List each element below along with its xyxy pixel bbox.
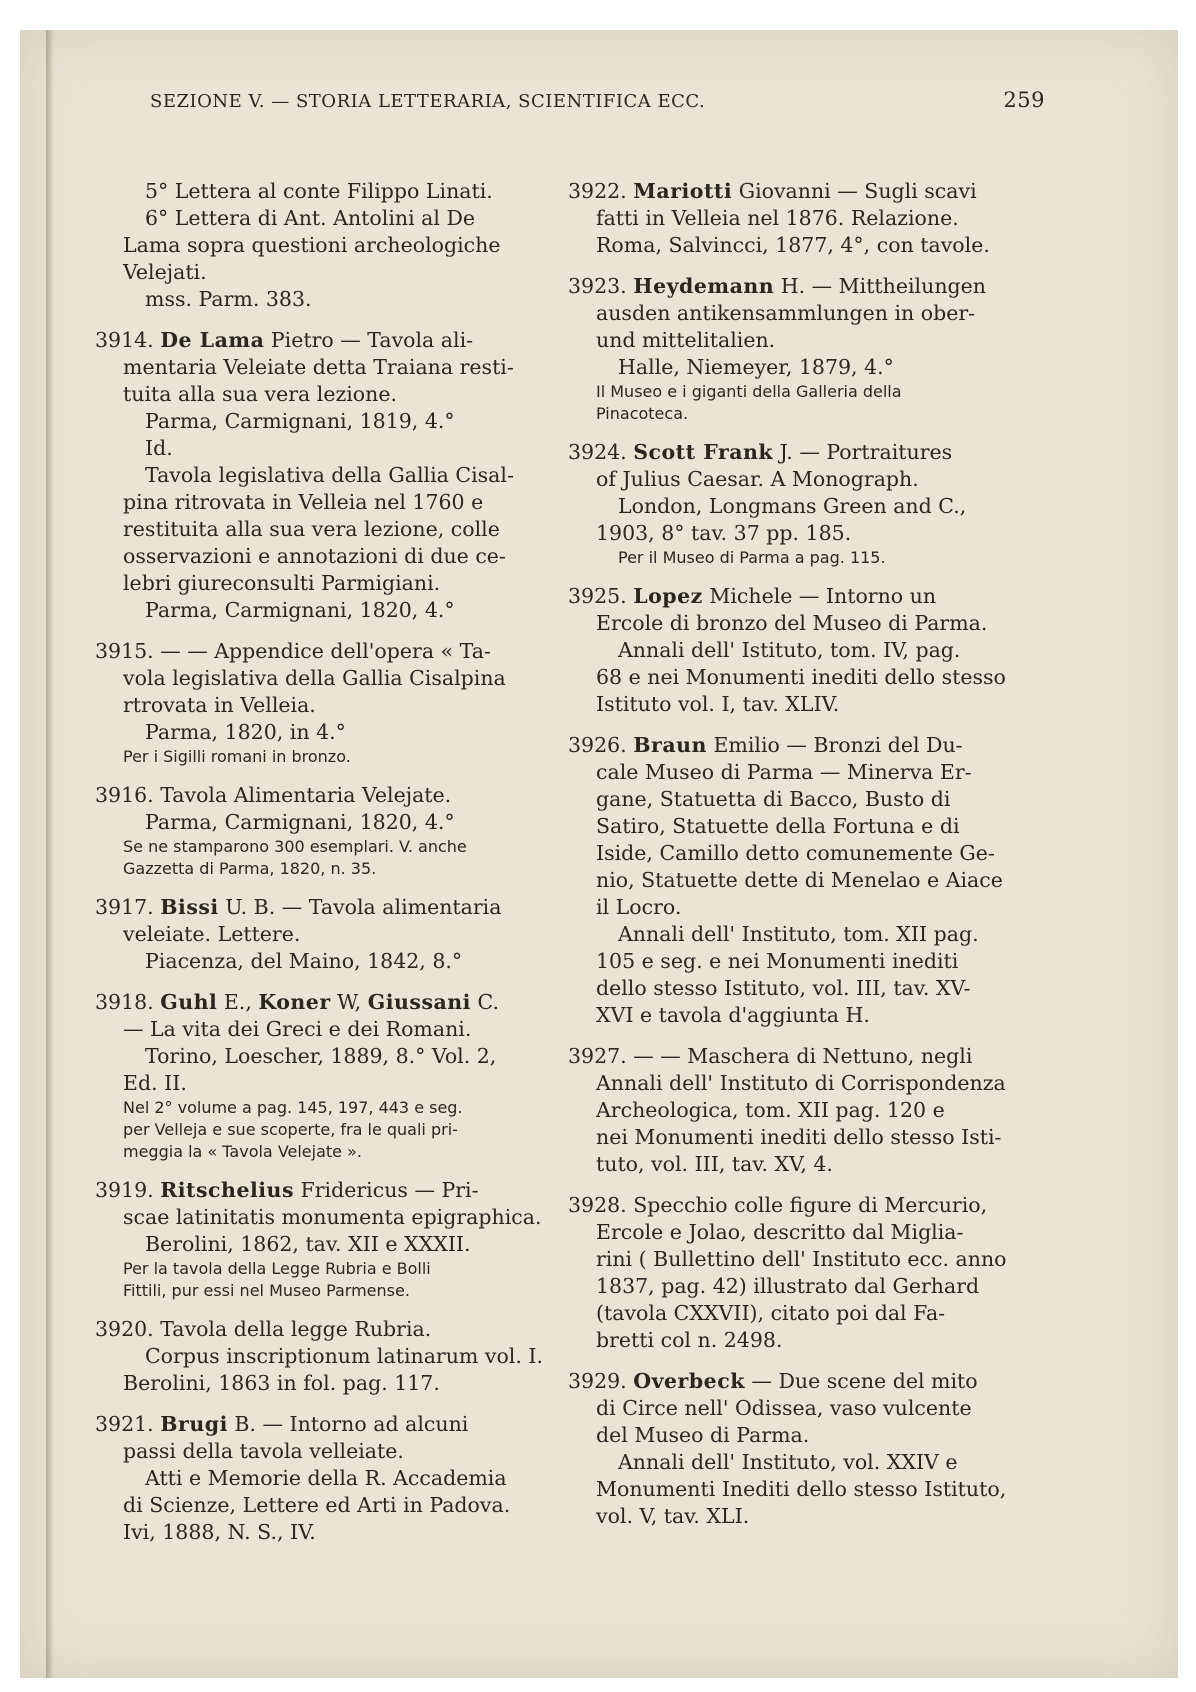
entry-line: Piacenza, del Maino, 1842, 8.° [145,949,463,973]
entry-line: Annali dell' Istituto, tom. IV, pag. [618,638,961,662]
right-column [568,178,1024,1544]
entry-line: 105 e seg. e nei Monumenti inediti [596,949,959,973]
entry-line: veleiate. Lettere. [123,922,301,946]
entry-3918 [95,989,551,1163]
entry-note: Nel 2° volume a pag. 145, 197, 443 e seg. [123,1098,463,1117]
entry-note: per Velleja e sue scoperte, fra le quali pri- [123,1120,458,1139]
entry-author: Braun [633,733,707,757]
entry-line: Istituto vol. I, tav. XLIV. [596,692,840,716]
entry-line: Halle, Niemeyer, 1879, 4.° [618,355,894,379]
entry-line: und mittelitalien. [596,328,776,352]
entry-heading [568,1368,1024,1395]
entry-heading [95,327,551,354]
entry-author: Overbeck [633,1369,745,1393]
entry-text: U. B. — Tavola alimentaria [218,895,502,919]
entry-line: Berolini, 1862, tav. XII e XXXII. [145,1232,471,1256]
entry-line: pina ritrovata in Velleia nel 1760 e [123,490,484,514]
entry-line: Roma, Salvincci, 1877, 4°, con tavole. [596,233,990,257]
entry-text: B. — Intorno ad alcuni [227,1412,469,1436]
entry-number: 3924. [568,440,627,464]
entry-number: 3915. [95,639,154,663]
entry-line: dello stesso Istituto, vol. III, tav. XV- [596,976,971,1000]
entry-line: — La vita dei Greci e dei Romani. [123,1017,472,1041]
entry-number: 3928. [568,1193,627,1217]
entry-number: 3922. [568,179,627,203]
entry-line: del Museo di Parma. [596,1423,810,1447]
entry-number: 3926. [568,733,627,757]
entry-line: rtrovata in Velleia. [123,693,316,717]
entry-3926 [568,732,1024,1029]
entry-author: Ritschelius [160,1178,295,1202]
entry-heading [95,989,551,1016]
entry-note: Pinacoteca. [596,404,689,423]
entry-line: il Locro. [596,895,682,919]
entry-line: Ercole di bronzo del Museo di Parma. [596,611,988,635]
entry-line: 68 e nei Monumenti inediti dello stesso [596,665,1006,689]
entry-line: Annali dell' Instituto, vol. XXIV e [618,1450,958,1474]
entry-line: Archeologica, tom. XII pag. 120 e [596,1098,945,1122]
entry-text: E., [217,990,259,1014]
entry-line: Atti e Memorie della R. Accademia [145,1466,507,1490]
entry-text: Fridericus — Pri- [294,1178,479,1202]
entry-line: XVI e tavola d'aggiunta H. [596,1003,870,1027]
entry-text: Specchio colle figure di Mercurio, [626,1193,988,1217]
entry-heading [95,1316,551,1343]
entry-author: Giussani [367,990,471,1014]
entry-author: Koner [258,990,331,1014]
entry-line: vol. V, tav. XLI. [596,1504,750,1528]
entry-line: Ed. II. [123,1071,187,1095]
entry-line: Parma, Carmignani, 1820, 4.° [145,598,455,622]
left-column [95,178,551,1560]
entry-line: tuto, vol. III, tav. XV, 4. [596,1152,833,1176]
entry-text: Pietro — Tavola ali- [264,328,474,352]
entry-line: ausden antikensammlungen in ober- [596,301,976,325]
entry-heading [568,583,1024,610]
entry-text: — — Appendice dell'opera « Ta- [153,639,491,663]
entry-heading [95,894,551,921]
entry-line: rini ( Bullettino dell' Instituto ecc. anno [596,1247,1007,1271]
running-title: SEZIONE V. — STORIA LETTERARIA, SCIENTIFICA ECC. [150,91,706,112]
entry-text: W, [330,990,368,1014]
entry-line: Torino, Loescher, 1889, 8.° Vol. 2, [145,1044,497,1068]
entry-text: C. [470,990,499,1014]
entry-number: 3917. [95,895,154,919]
entry-text: Michele — Intorno un [702,584,937,608]
entry-3917 [95,894,551,975]
entry-3923 [568,273,1024,425]
entry-line: (tavola CXXVII), citato poi dal Fa- [596,1301,946,1325]
entry-author: Lopez [633,584,703,608]
entry-line: fatti in Velleia nel 1876. Relazione. [596,206,959,230]
entry-line: Satiro, Statuette della Fortuna e di [596,814,960,838]
entry-heading [95,1411,551,1438]
entry-heading [568,732,1024,759]
page-number: 259 [1003,88,1045,112]
entry-heading [568,178,1024,205]
entry-3924 [568,439,1024,569]
entry-3925 [568,583,1024,718]
entry-heading [95,1177,551,1204]
entry-line: osservazioni e annotazioni di due ce- [123,544,506,568]
entry-note: Per la tavola della Legge Rubria e Bolli [123,1259,431,1278]
entry-heading [95,782,551,809]
entry-note: Il Museo e i giganti della Galleria della [596,382,902,401]
entry-3915 [95,638,551,768]
entry-line: gane, Statuetta di Bacco, Busto di [596,787,951,811]
entry-line: di Circe nell' Odissea, vaso vulcente [596,1396,972,1420]
entry-author: Heydemann [633,274,775,298]
entry-heading [568,439,1024,466]
entry-number: 3920. [95,1317,154,1341]
entry-line: 6° Lettera di Ant. Antolini al De [145,206,476,230]
entry-line: of Julius Caesar. A Monograph. [596,467,919,491]
entry-3929 [568,1368,1024,1530]
entry-line: Parma, 1820, in 4.° [145,720,346,744]
entry-number: 3929. [568,1369,627,1393]
entry-line: Monumenti Inediti dello stesso Istituto, [596,1477,1007,1501]
entry-line: scae latinitatis monumenta epigraphica. [123,1205,542,1229]
entry-line: di Scienze, Lettere ed Arti in Padova. [123,1493,511,1517]
entry-line: Id. [145,436,173,460]
entry-heading [568,1043,1024,1070]
entry-author: Bissi [160,895,219,919]
entry-author: Guhl [160,990,218,1014]
entry-line: 5° Lettera al conte Filippo Linati. [145,179,493,203]
entry-text: Giovanni — Sugli scavi [732,179,977,203]
entry-text: J. — Portraitures [773,440,953,464]
entry-author: Scott Frank [633,440,774,464]
entry-heading [568,273,1024,300]
entry-3916 [95,782,551,880]
entry-3920 [95,1316,551,1397]
entry-note: Per il Museo di Parma a pag. 115. [618,548,886,567]
entry-text: Tavola della legge Rubria. [153,1317,432,1341]
entry-line: cale Museo di Parma — Minerva Er- [596,760,972,784]
entry-line: Tavola legislativa della Gallia Cisal- [145,463,514,487]
entry-line: mss. Parm. 383. [145,287,312,311]
entry-heading [568,1192,1024,1219]
entry-text: Tavola Alimentaria Velejate. [153,783,452,807]
entry-line: passi della tavola velleiate. [123,1439,404,1463]
entry-line: Velejati. [123,260,207,284]
entry-number: 3927. [568,1044,627,1068]
entry-line: Ivi, 1888, N. S., IV. [123,1520,316,1544]
entry-heading [95,638,551,665]
entry-note: Se ne stamparono 300 esemplari. V. anche [123,837,467,856]
entry-line: London, Longmans Green and C., [618,494,967,518]
entry-number: 3925. [568,584,627,608]
entry-line: Parma, Carmignani, 1820, 4.° [145,810,455,834]
running-header [150,88,1045,122]
entry-number: 3914. [95,328,154,352]
entry-3927 [568,1043,1024,1178]
entry-line: lebri giureconsulti Parmigiani. [123,571,441,595]
entry-line: tuita alla sua vera lezione. [123,382,397,406]
entry-text: Emilio — Bronzi del Du- [706,733,963,757]
entry-author: Brugi [160,1412,228,1436]
entry-number: 3923. [568,274,627,298]
entry-text: — — Maschera di Nettuno, negli [626,1044,973,1068]
entry-3922 [568,178,1024,259]
entry-line: Parma, Carmignani, 1819, 4.° [145,409,455,433]
entry-3913-continued [95,178,551,313]
entry-note: Per i Sigilli romani in bronzo. [123,747,351,766]
entry-number: 3919. [95,1178,154,1202]
entry-line: Iside, Camillo detto comunemente Ge- [596,841,995,865]
entry-line: nio, Statuette dette di Menelao e Aiace [596,868,1003,892]
entry-text: — Due scene del mito [744,1369,978,1393]
entry-line: Annali dell' Instituto, tom. XII pag. [618,922,979,946]
entry-line: Berolini, 1863 in fol. pag. 117. [123,1371,440,1395]
entry-3919 [95,1177,551,1302]
entry-number: 3921. [95,1412,154,1436]
entry-3914 [95,327,551,624]
entry-text: H. — Mittheilungen [774,274,986,298]
entry-line: bretti col n. 2498. [596,1328,783,1352]
entry-note: meggia la « Tavola Velejate ». [123,1142,362,1161]
entry-note: Gazzetta di Parma, 1820, n. 35. [123,859,377,878]
entry-line: 1837, pag. 42) illustrato dal Gerhard [596,1274,980,1298]
entry-line: Corpus inscriptionum latinarum vol. I. [145,1344,544,1368]
entry-line: Ercole e Jolao, descritto dal Miglia- [596,1220,964,1244]
entry-3921 [95,1411,551,1546]
entry-line: restituita alla sua vera lezione, colle [123,517,500,541]
entry-3928 [568,1192,1024,1354]
entry-number: 3916. [95,783,154,807]
entry-note: Fittili, pur essi nel Museo Parmense. [123,1281,410,1300]
entry-author: De Lama [160,328,265,352]
entry-number: 3918. [95,990,154,1014]
entry-line: Annali dell' Instituto di Corrispondenza [596,1071,1006,1095]
entry-line: mentaria Veleiate detta Traiana resti- [123,355,514,379]
entry-author: Mariotti [633,179,733,203]
entry-line: vola legislativa della Gallia Cisalpina [123,666,506,690]
page-fold-shadow [46,30,54,1678]
entry-line: 1903, 8° tav. 37 pp. 185. [596,521,852,545]
entry-line: Lama sopra questioni archeologiche [123,233,501,257]
entry-line: nei Monumenti inediti dello stesso Isti- [596,1125,1002,1149]
